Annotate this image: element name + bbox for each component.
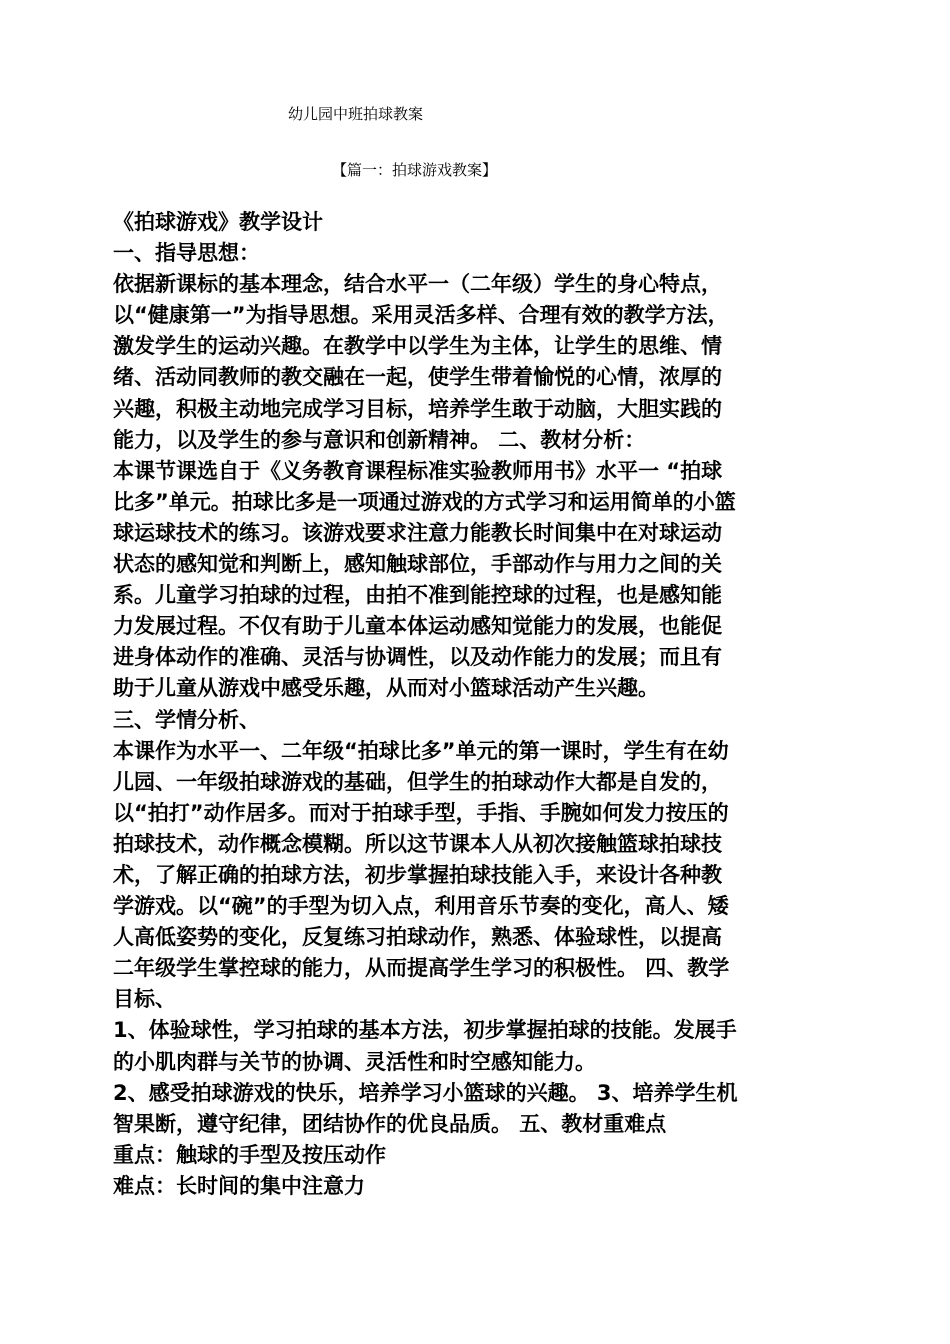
body-line: 2、感受拍球游戏的快乐，培养学习小篮球的兴趣。 3、培养学生机	[113, 1080, 738, 1105]
document-body	[113, 207, 843, 1202]
body-line: 难点：长时间的集中注意力	[113, 1173, 365, 1198]
body-line: 助于儿童从游戏中感受乐趣，从而对小篮球活动产生兴趣。	[113, 676, 659, 701]
body-line: 依据新课标的基本理念，结合水平一（二年级）学生的身心特点，	[113, 272, 722, 297]
document-subtitle: 【篇一：拍球游戏教案】	[332, 161, 498, 179]
body-line: 能力，以及学生的参与意识和创新精神。 二、教材分析：	[113, 427, 646, 452]
body-line: 兴趣，积极主动地完成学习目标，培养学生敢于动脑，大胆实践的	[113, 396, 722, 421]
body-line: 本课节课选自于《义务教育课程标准实验教师用书》水平一 “拍球	[113, 458, 723, 483]
body-line: 进身体动作的准确、灵活与协调性，以及动作能力的发展；而且有	[113, 645, 722, 670]
body-line: 以“拍打”动作居多。而对于拍球手型，手指、手腕如何发力按压的	[113, 800, 729, 825]
body-line: 绪、活动同教师的教交融在一起，使学生带着愉悦的心情，浓厚的	[113, 365, 722, 390]
body-line: 状态的感知觉和判断上，感知触球部位，手部动作与用力之间的关	[113, 552, 722, 577]
body-line: 比多”单元。拍球比多是一项通过游戏的方式学习和运用简单的小篮	[113, 489, 736, 514]
body-line: 人高低姿势的变化，反复练习拍球动作，熟悉、体验球性，以提高	[113, 925, 722, 950]
body-line: 激发学生的运动兴趣。在教学中以学生为主体，让学生的思维、情	[113, 334, 722, 359]
body-line: 重点：触球的手型及按压动作	[113, 1142, 386, 1167]
body-line: 学游戏。以“碗”的手型为切入点，利用音乐节奏的变化，高人、矮	[113, 894, 729, 919]
body-line: 系。儿童学习拍球的过程，由拍不准到能控球的过程，也是感知能	[113, 583, 722, 608]
body-line: 一、指导思想：	[113, 241, 260, 266]
body-line: 力发展过程。不仅有助于儿童本体运动感知觉能力的发展，也能促	[113, 614, 722, 639]
body-line: 1、体验球性，学习拍球的基本方法，初步掌握拍球的技能。发展手	[113, 1018, 737, 1043]
body-line: 儿园、一年级拍球游戏的基础，但学生的拍球动作大都是自发的，	[113, 769, 722, 794]
document-title: 幼儿园中班拍球教案	[288, 105, 424, 123]
body-line: 目标、	[113, 987, 176, 1012]
body-line: 术，了解正确的拍球方法，初步掌握拍球技能入手，来设计各种教	[113, 862, 722, 887]
body-line: 以“健康第一”为指导思想。采用灵活多样、合理有效的教学方法，	[113, 303, 729, 328]
body-line: 本课作为水平一、二年级“拍球比多”单元的第一课时，学生有在幼	[113, 738, 729, 763]
body-line: 拍球技术，动作概念模糊。所以这节课本人从初次接触篮球拍球技	[113, 831, 722, 856]
body-line: 的小肌肉群与关节的协调、灵活性和时空感知能力。	[113, 1049, 596, 1074]
body-line: 球运球技术的练习。该游戏要求注意力能教长时间集中在对球运动	[113, 520, 722, 545]
body-line: 《拍球游戏》教学设计	[113, 210, 323, 234]
body-line: 二年级学生掌控球的能力，从而提高学生学习的积极性。 四、教学	[113, 956, 730, 981]
body-line: 智果断，遵守纪律，团结协作的优良品质。 五、教材重难点	[113, 1111, 667, 1136]
body-line: 三、学情分析、	[113, 707, 260, 732]
